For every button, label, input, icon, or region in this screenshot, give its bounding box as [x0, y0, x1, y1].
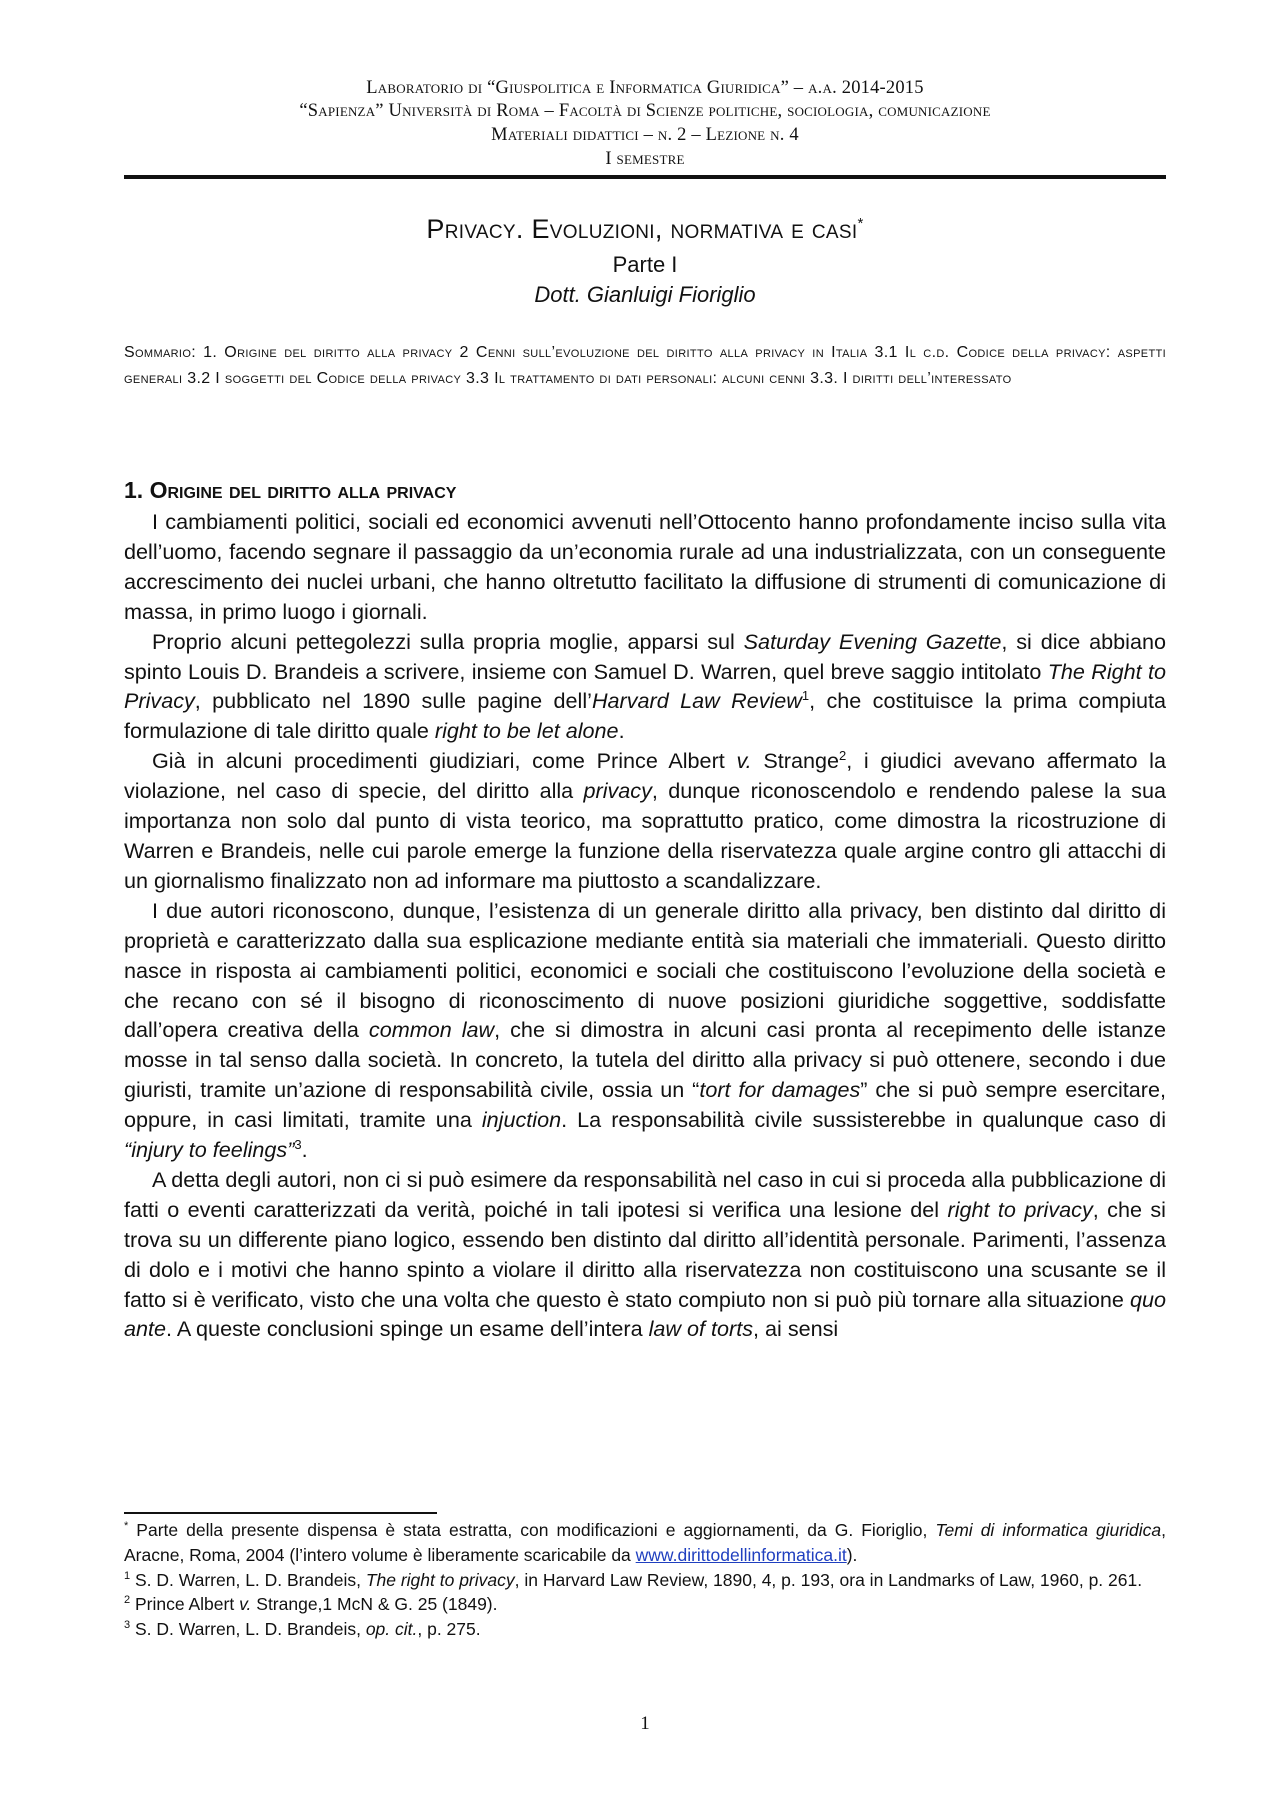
title-text: Privacy. Evoluzioni, normativa e casi — [426, 214, 858, 244]
section-heading: 1. Origine del diritto alla privacy — [124, 477, 457, 503]
footnote-star: * Parte della presente dispensa è stata estratta, con modificazioni e aggiornamenti, da G. Fioriglio, Temi di informatica giuridica, Aracne, Roma, 2004 (l’intero volume è liberamente scaricabile da www.dirittodellinformatica.it). — [124, 1520, 1166, 1565]
footnote-ref-2[interactable]: 2 — [838, 748, 847, 764]
footnote-2: $^2$ Prince Albert v. Strange,1 McN & G. 25 (1849). — [124, 1594, 498, 1615]
website-link[interactable]: www.dirittodellinformatica.it — [635, 1544, 847, 1565]
header-line-2: “Sapienza” Università di Roma – Facoltà di Scienze politiche, sociologia, comunicazione — [299, 101, 991, 121]
footnote-ref-3[interactable]: 3 — [294, 1136, 302, 1152]
paragraph-2: Proprio alcuni pettegolezzi sulla propria moglie, apparsi sul Saturday Evening Gazette, si dice abbiano spinto Louis D. Brandeis a scrivere, insieme con Samuel D. Warren, quel breve saggio intitolato The Right to Privacy, pubblicato nel 1890 sulle pagine dell’Harvard Law Review$^1$, che costituisce la prima compiuta formulazione di tale diritto quale right to be let alone. — [124, 628, 1167, 744]
document-author: Dott. Gianluigi Fioriglio — [534, 282, 756, 307]
header-line-4: I semestre — [605, 149, 685, 169]
summary: Sommario: 1. Origine del diritto alla privacy 2 Cenni sull’evoluzione del diritto alla privacy in Italia 3.1 Il c.d. Codice della privacy: aspetti generali 3.2 I soggetti del Codice della privacy 3.3 Il trattamento di dati personali: alcuni cenni 3.3. I diritti dell’interessato — [124, 344, 1166, 387]
paragraph-3: Già in alcuni procedimenti giudiziari, come Prince Albert v. Strange$^2$, i giudici avevano affermato la violazione, nel caso di specie, del diritto alla privacy, dunque riconoscendolo e rendendo palese la sua importanza non solo dal punto di vista teorico, ma soprattutto pratico, come dimostra la ricostruzione di Warren e Brandeis, nelle cui parole emerge la funzione della riservatezza quale argine contro gli attacchi di un giornalismo finalizzato non ad informare ma piuttosto a scandalizzare. — [124, 748, 1166, 893]
title-footnote-mark: * — [857, 215, 864, 232]
paragraph-1: I cambiamenti politici, sociali ed economici avvenuti nell’Ottocento hanno profondamente inciso sulla vita dell’uomo, facendo segnare il passaggio da un’economia rurale ad una industrializzata, con un conseguente accrescimento dei nuclei urbani, che hanno oltretutto facilitato la diffusione di strumenti di comunicazione di massa, in primo luogo i giornali. — [124, 509, 1166, 624]
footnote-3: $^3$ S. D. Warren, L. D. Brandeis, op. cit., p. 275. — [124, 1619, 481, 1640]
header-rule — [124, 175, 1166, 179]
document-subtitle: Parte I — [612, 252, 678, 277]
footnotes — [124, 1518, 1166, 1642]
page-number: 1 — [640, 1713, 650, 1734]
header-line-1: Laboratorio di “Giuspolitica e Informatica Giuridica” – a.a. 2014-2015 — [366, 78, 924, 98]
footnote-1: $^1$ S. D. Warren, L. D. Brandeis, The right to privacy, in Harvard Law Review, 1890, 4, p. 193, ora in Landmarks of Law, 1960, p. 261. — [124, 1569, 1143, 1590]
paragraph-4: I due autori riconoscono, dunque, l’esistenza di un generale diritto alla privacy, ben distinto dal diritto di proprietà e caratterizzato dalla sua esplicazione mediante entità sia materiali che immateriali. Questo diritto nasce in risposta ai cambiamenti politici, economici e sociali che costituiscono l’evoluzione della società e che recano con sé il bisogno di riconoscimento di nuove posizioni giuridiche soggettive, soddisfatte dall’opera creativa della common law, che si dimostra in alcuni casi pronta al recepimento delle istanze mosse in tal senso dalla società. In concreto, la tutela del diritto alla privacy si può ottenere, secondo i due giuristi, tramite un’azione di responsabilità civile, ossia un “tort for damages” che si può sempre esercitare, oppure, in casi limitati, tramite una injuction. La responsabilità civile sussisterebbe in qualunque caso di “injury to feelings”$^3$. — [124, 897, 1167, 1163]
document-title — [124, 214, 1166, 245]
paragraph-5: A detta degli autori, non ci si può esimere da responsabilità nel caso in cui si proceda alla pubblicazione di fatti o eventi caratterizzati da verità, poiché in tali ipotesi si verifica una lesione del right to privacy, che si trova su un differente piano logico, essendo ben distinto dal diritto all’identità personale. Parimenti, l’assenza di dolo e i motivi che hanno spinto a violare il diritto alla riservatezza non costituiscono una scusante se il fatto si è verificato, visto che una volta che questo è stato compiuto non si può più tornare alla situazione quo ante. A queste conclusioni spinge un esame dell’intera law of torts, ai sensi — [124, 1166, 1166, 1342]
footnote-separator — [124, 1512, 437, 1514]
header-line-3: Materiali didattici – n. 2 – Lezione n. 4 — [491, 125, 799, 145]
footnote-ref-1[interactable]: 1 — [801, 688, 810, 704]
body-text — [124, 507, 1166, 1344]
